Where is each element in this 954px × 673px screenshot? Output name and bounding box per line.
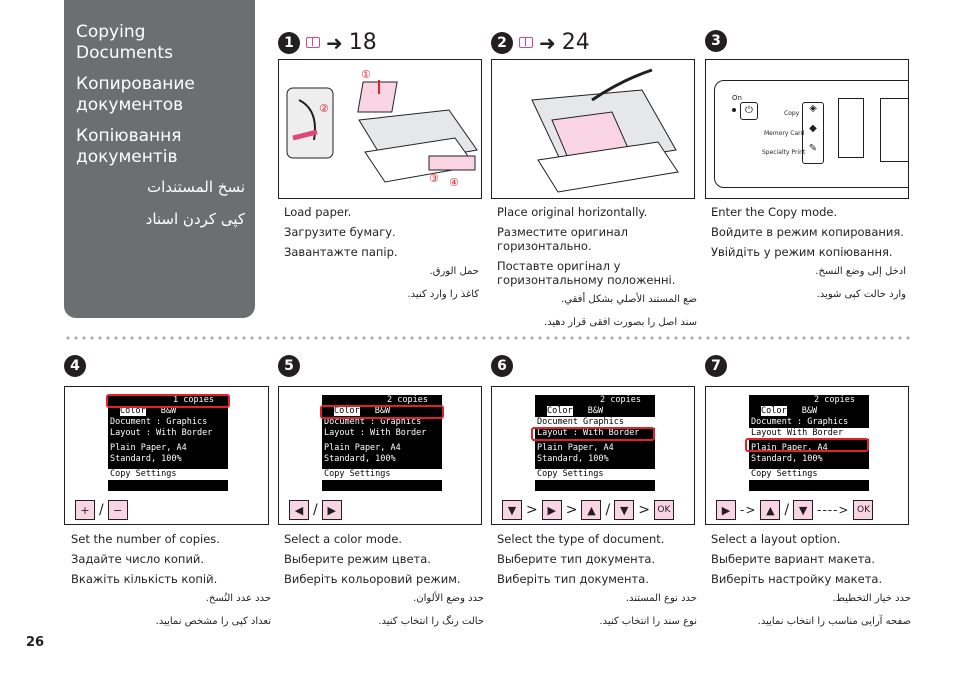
separator: / [605, 502, 611, 518]
paper-row: Plain Paper, A4 [324, 443, 401, 453]
step-number: 5 [278, 355, 300, 377]
paper-row: Plain Paper, A4 [751, 443, 828, 453]
caption-en: Load paper. [284, 205, 352, 219]
caption-uk: Виберіть настройку макета. [711, 572, 883, 586]
step7-caption [711, 532, 911, 638]
caption-ar: حدد عدد النُسخ. [205, 593, 271, 604]
caption-fa: صفحه آرایی مناسب را انتخاب نمایید. [757, 616, 911, 627]
step-number: 2 [491, 32, 513, 54]
quality-row: Standard, 100% [324, 454, 396, 464]
caption-ru: Загрузите бумагу. [284, 225, 396, 239]
caption-ar: ادخل إلى وضع النسخ. [815, 266, 906, 277]
svg-text:②: ② [319, 102, 329, 115]
down-button[interactable]: ▼ [793, 500, 813, 520]
chevron-right-icon: > [638, 502, 650, 518]
color-row [535, 406, 655, 417]
step3-illustration [705, 59, 909, 199]
layout-row: Layout : With Border [324, 428, 427, 438]
separator: / [784, 502, 790, 518]
lcd-screen [535, 395, 655, 491]
separator: / [313, 502, 318, 518]
caption-ru: Разместите оригинал горизонтально. [497, 225, 629, 253]
caption-ar: حدد نوع المستند. [625, 593, 697, 604]
step5-illustration [278, 386, 482, 525]
caption-uk: Вкажіть кількість копій. [71, 572, 218, 586]
quality-row: Standard, 100% [751, 454, 823, 464]
dashed-arrow-icon: -> [740, 503, 757, 517]
caption-en: Select a layout option. [711, 532, 841, 546]
caption-en: Set the number of copies. [71, 532, 220, 546]
minus-button[interactable]: − [108, 500, 128, 520]
step1-header [278, 30, 377, 55]
color-row [749, 406, 869, 417]
step-number: 7 [705, 355, 727, 377]
dashed-arrow-icon: ----> [817, 503, 850, 517]
color-option: Color [761, 406, 787, 416]
bw-option: B&W [160, 406, 177, 416]
step-number: 1 [278, 32, 300, 54]
step7-header [705, 355, 727, 377]
caption-en: Enter the Copy mode. [711, 205, 838, 219]
plus-button[interactable]: + [75, 500, 95, 520]
on-label: On [732, 94, 742, 102]
caption-fa: حالت رنگ را انتخاب کنید. [378, 616, 484, 627]
step2-header [491, 30, 590, 55]
button-sequence [75, 500, 128, 520]
document-row: Document : Graphics [324, 417, 422, 427]
book-icon [306, 37, 320, 48]
specialty-print-button[interactable]: ✎ [808, 143, 818, 154]
arrow-right-icon: ➜ [326, 30, 343, 55]
step-number: 3 [705, 30, 727, 52]
highlight-frame [745, 438, 869, 452]
highlight-frame [320, 405, 444, 419]
down-button[interactable]: ▼ [614, 500, 634, 520]
step3-header [705, 30, 727, 52]
chevron-right-icon: > [526, 502, 538, 518]
up-button[interactable]: ▲ [760, 500, 780, 520]
page-ref: 24 [561, 30, 590, 55]
footer-row: Copy Settings [108, 469, 228, 480]
document-row: Document : Graphics [751, 417, 849, 427]
footer-row: Copy Settings [749, 469, 869, 480]
caption-uk: Завантажте папір. [284, 245, 398, 259]
document-row: Document : Graphics [110, 417, 208, 427]
caption-uk: Виберіть тип документа. [497, 572, 649, 586]
sidebar [64, 0, 255, 318]
finger-pointer-icon [838, 98, 864, 158]
chevron-right-icon: > [565, 502, 578, 518]
left-button[interactable]: ◀ [289, 500, 309, 520]
title-uk: Копіювання документів [76, 126, 182, 167]
lcd-screen-edge [880, 98, 909, 162]
quality-row: Standard, 100% [537, 454, 609, 464]
caption-en: Place original horizontally. [497, 205, 648, 219]
caption-ru: Войдите в режим копирования. [711, 225, 904, 239]
highlight-frame [531, 427, 655, 441]
caption-en: Select the type of document. [497, 532, 665, 546]
title-ru: Копирование документов [76, 74, 195, 115]
power-led [732, 108, 736, 112]
paper-row: Plain Paper, A4 [110, 443, 187, 453]
copies-row: 2 copies [814, 395, 855, 405]
color-option: Color [547, 406, 573, 416]
place-original-illustration [492, 60, 695, 199]
caption-ar: حدد وضع الألوان. [413, 593, 484, 604]
caption-ar: حمل الورق. [429, 266, 479, 277]
step2-caption [497, 205, 697, 339]
svg-text:④: ④ [449, 176, 459, 189]
copy-label: Copy [784, 110, 800, 117]
color-option: Color [334, 406, 360, 416]
footer-row: Copy Settings [535, 469, 655, 480]
title-en: Copying Documents [76, 22, 173, 63]
ok-button[interactable]: OK [654, 500, 674, 520]
title-fa: کپی کردن اسناد [145, 210, 245, 228]
memory-card-label: Memory Card [764, 130, 805, 137]
button-sequence [502, 500, 674, 520]
svg-text:①: ① [361, 68, 371, 81]
caption-uk: Поставте оригінал у горизонтальному положенні. [497, 259, 676, 287]
step4-header [64, 355, 86, 377]
caption-ru: Задайте число копий. [71, 552, 205, 566]
separator: / [99, 502, 104, 518]
step6-header [491, 355, 513, 377]
page-ref: 18 [348, 30, 377, 55]
copies-row: 1 copies [173, 395, 214, 405]
copies-row: 2 copies [387, 395, 428, 405]
mode-buttons [802, 102, 824, 164]
caption-uk: Увійдіть у режим копіювання. [711, 245, 893, 259]
step1-illustration [278, 59, 482, 199]
caption-ru: Выберите тип документа. [497, 552, 656, 566]
svg-text:③: ③ [429, 172, 439, 185]
power-icon[interactable]: ⏻ [740, 102, 758, 120]
footer-row: Copy Settings [322, 469, 442, 480]
caption-en: Select a color mode. [284, 532, 403, 546]
caption-fa: کاغذ را وارد کنید. [407, 289, 479, 300]
step3-caption [711, 205, 906, 311]
title-ar: نسخ المستندات [146, 178, 245, 196]
lcd-screen [108, 395, 228, 491]
caption-ar: ضع المستند الأصلي بشكل أفقي. [561, 294, 697, 305]
caption-fa: سند اصل را بصورت افقی قرار دهید. [543, 317, 697, 328]
step-number: 6 [491, 355, 513, 377]
down-button[interactable]: ▼ [502, 500, 522, 520]
copy-mode-button[interactable]: ◈ [809, 103, 817, 114]
step6-illustration [491, 386, 695, 525]
step6-caption [497, 532, 697, 638]
dotted-divider [64, 336, 910, 340]
button-sequence [716, 500, 873, 520]
color-option: Color [120, 406, 146, 416]
up-button[interactable]: ▲ [581, 500, 601, 520]
caption-ru: Выберите вариант макета. [711, 552, 876, 566]
button-sequence [289, 500, 342, 520]
step4-caption [71, 532, 271, 638]
step-number: 4 [64, 355, 86, 377]
layout-row: Layout : With Border [110, 428, 213, 438]
copies-row: 2 copies [600, 395, 641, 405]
step7-illustration [705, 386, 909, 525]
right-button[interactable]: ▶ [542, 500, 562, 520]
step2-illustration [491, 59, 695, 199]
caption-fa: تعداد کپی را مشخص نمایید. [155, 616, 271, 627]
caption-ar: حدد خيار التخطيط. [832, 593, 911, 604]
memory-card-button[interactable]: ◆ [809, 123, 817, 134]
document-row: Document Graphics [535, 417, 655, 428]
step4-illustration [64, 386, 269, 525]
right-button[interactable]: ▶ [716, 500, 736, 520]
book-icon [519, 37, 533, 48]
step5-caption [284, 532, 484, 638]
bw-option: B&W [587, 406, 604, 416]
caption-fa: وارد حالت کپی شوید. [816, 289, 906, 300]
caption-uk: Виберіть кольоровий режим. [284, 572, 461, 586]
caption-fa: نوع سند را انتخاب کنید. [599, 616, 697, 627]
arrow-right-icon: ➜ [539, 30, 556, 55]
right-button[interactable]: ▶ [322, 500, 342, 520]
ok-button[interactable]: OK [853, 500, 873, 520]
bw-option: B&W [801, 406, 818, 416]
specialty-print-label: Specialty Print [762, 149, 806, 156]
caption-ru: Выберите режим цвета. [284, 552, 431, 566]
step5-header [278, 355, 300, 377]
layout-row: Layout : With Border [537, 428, 640, 438]
layout-row: Layout With Border [749, 428, 869, 439]
step1-caption [284, 205, 479, 311]
bw-option: B&W [374, 406, 391, 416]
page-number: 26 [26, 635, 45, 650]
printer-load-paper-illustration [279, 60, 482, 199]
paper-row: Plain Paper, A4 [537, 443, 614, 453]
highlight-frame [106, 394, 230, 408]
quality-row: Standard, 100% [110, 454, 182, 464]
